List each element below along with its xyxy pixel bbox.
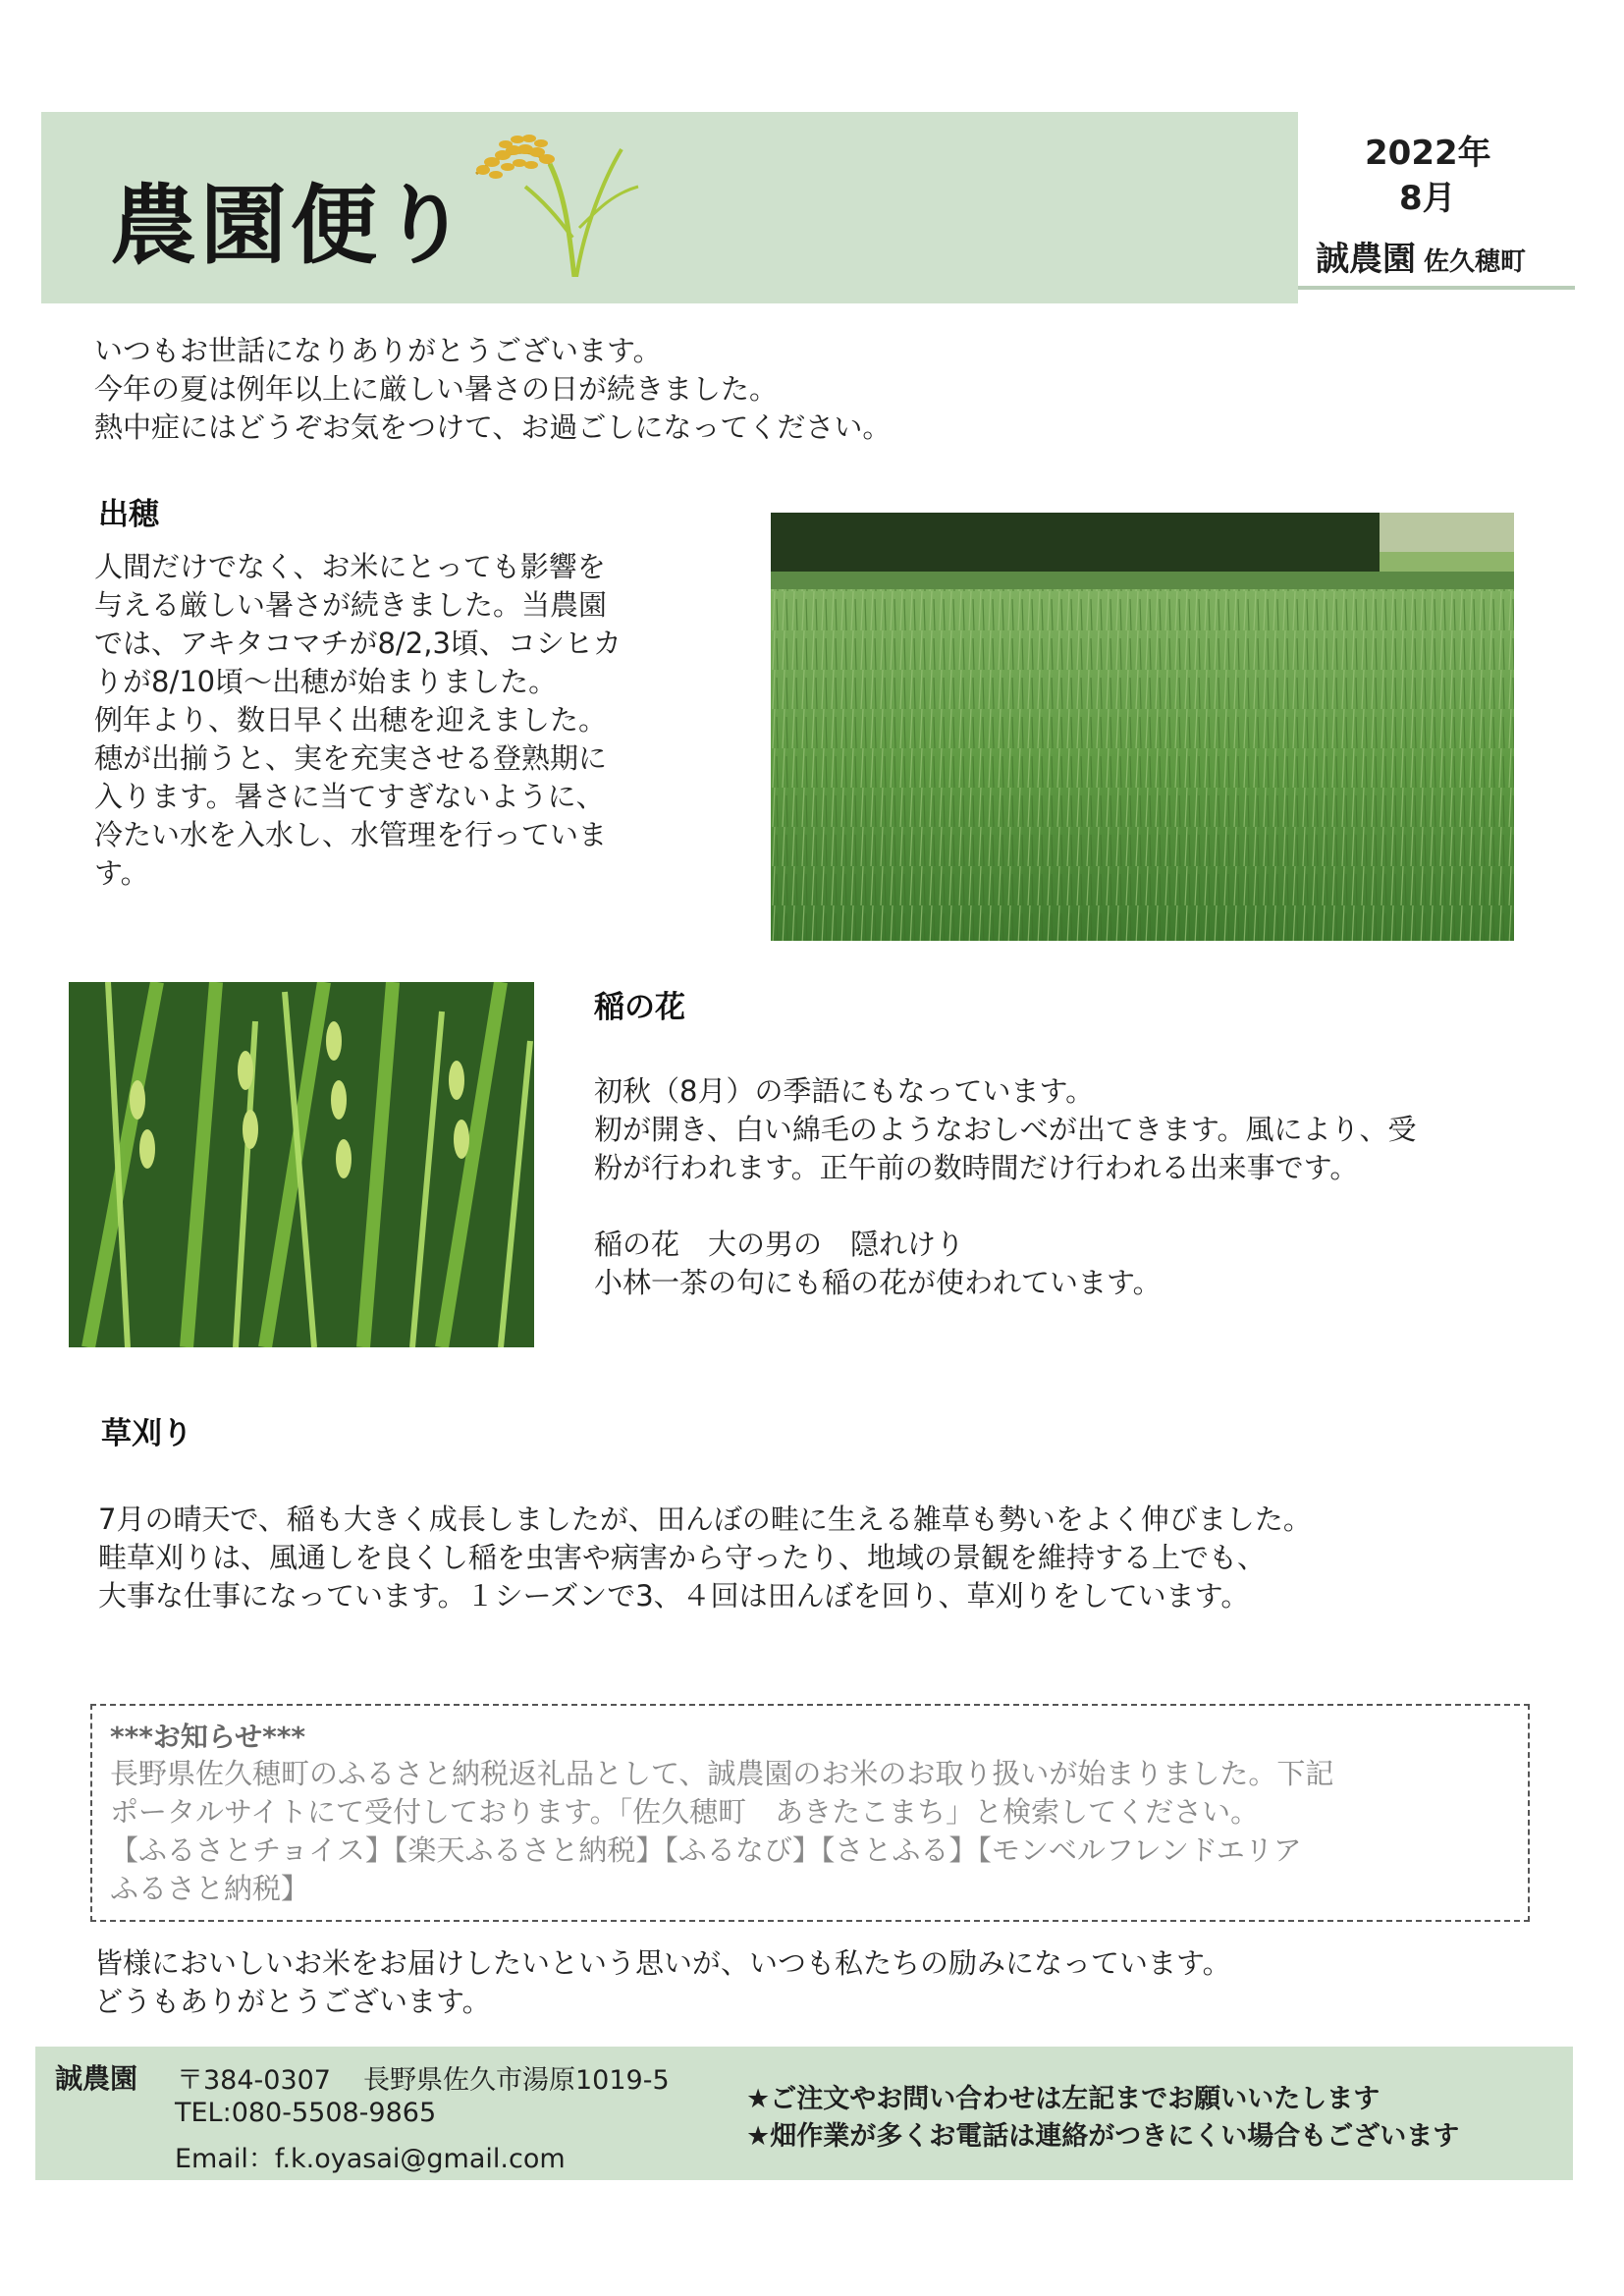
footer-address: 長野県佐久市湯原1019-5	[363, 2065, 670, 2096]
section-body-ine-no-hana	[594, 1072, 1537, 1302]
closing-message	[94, 1944, 1469, 2021]
issue-year: 2022年	[1365, 134, 1491, 173]
body-line: 小林一茶の句にも稲の花が使われています。	[594, 1266, 1162, 1299]
footer-phone: TEL:080-5508-9865	[175, 2098, 437, 2128]
notice-title: ***お知らせ***	[110, 1721, 306, 1753]
notice-line: ふるさと納税】	[110, 1872, 310, 1905]
closing-line: どうもありがとうございます。	[94, 1985, 491, 2018]
body-line: す。	[94, 856, 149, 890]
notice-line: ポータルサイトにて受付しております。「佐久穂町 あきたこまち」と検索してください。	[110, 1795, 1260, 1829]
body-line: 穂が出揃うと、実を充実させる登熟期に	[94, 741, 608, 775]
body-line	[594, 1187, 1537, 1226]
section-body-kusakari	[98, 1501, 1473, 1615]
section-heading-ine-no-hana: 稲の花	[594, 990, 685, 1025]
notice-body	[110, 1755, 1504, 1908]
rice-field-photo	[771, 513, 1514, 941]
body-line: 初秋（8月）の季語にもなっています。	[594, 1074, 1095, 1108]
greeting-line: 熱中症にはどうぞお気をつけて、お過ごしになってください。	[94, 410, 892, 444]
body-line: 7月の晴天で、稲も大きく成長しましたが、田んぼの畦に生える雑草も勢いをよく伸びました。	[98, 1503, 1312, 1536]
greeting-line: 今年の夏は例年以上に厳しい暑さの日が続きました。	[94, 372, 779, 406]
newsletter-title: 農園便り	[110, 175, 472, 276]
greeting-line: いつもお世話になりありがとうございます。	[94, 334, 662, 367]
body-line: 冷たい水を入水し、水管理を行っていま	[94, 818, 608, 851]
header-divider	[1298, 286, 1575, 290]
body-line: 大事な仕事になっています。１シーズンで3、４回は田んぼを回り、草刈りをしています。	[98, 1579, 1250, 1613]
farm-name-label: 誠農園	[1316, 240, 1416, 279]
body-line: りが8/10頃～出穂が始まりました。	[94, 665, 558, 698]
body-line: 粉が行われます。正午前の数時間だけ行われる出来事です。	[594, 1151, 1359, 1184]
footer-farm-name: 誠農園	[55, 2062, 138, 2095]
issue-month: 8月	[1399, 179, 1456, 218]
rice-flower-photo	[69, 982, 534, 1347]
footer-postal-code: 〒384-0307	[177, 2065, 331, 2096]
notice-line: 長野県佐久穂町のふるさと納税返礼品として、誠農園のお米のお取り扱いが始まりました。下記	[110, 1757, 1334, 1790]
section-heading-kusakari: 草刈り	[101, 1416, 192, 1451]
greeting	[94, 332, 1174, 447]
body-line: 与える厳しい暑さが続きました。当農園	[94, 588, 608, 622]
closing-line: 皆様においしいお米をお届けしたいという思いが、いつも私たちの励みになっています。	[94, 1946, 1231, 1980]
footer-email: Email：f.k.oyasai@gmail.com	[175, 2144, 566, 2174]
haiku-line: 稲の花 大の男の 隠れけり	[594, 1228, 965, 1261]
footer-note-phone: ★畑作業が多くお電話は連絡がつきにくい場合もございます	[746, 2121, 1460, 2152]
body-line: 入ります。暑さに当てすぎないように、	[94, 780, 605, 813]
section-heading-shusui: 出穂	[98, 497, 159, 532]
body-line: では、アキタコマチが8/2,3頃、コシヒカ	[94, 627, 622, 660]
notice-line: 【ふるさとチョイス】【楽天ふるさと納税】【ふるなび】【さとふる】【モンベルフレンドエリア	[110, 1833, 1302, 1867]
body-line: 畦草刈りは、風通しを良くし稲を虫害や病害から守ったり、地域の景観を維持する上でも、	[98, 1541, 1267, 1574]
body-line: 籾が開き、白い綿毛のようなおしべが出てきます。風により、受	[594, 1113, 1417, 1146]
body-line: 人間だけでなく、お米にとっても影響を	[94, 550, 606, 583]
body-line: 例年より、数日早く出穂を迎えました。	[94, 703, 608, 737]
section-body-shusui	[94, 548, 674, 893]
farm-town: 佐久穂町	[1424, 247, 1527, 277]
farm-name	[1316, 232, 1526, 280]
footer-note-contact: ★ご注文やお問い合わせは左記までお願いいたします	[746, 2084, 1380, 2114]
rice-stalk-icon	[457, 120, 643, 277]
